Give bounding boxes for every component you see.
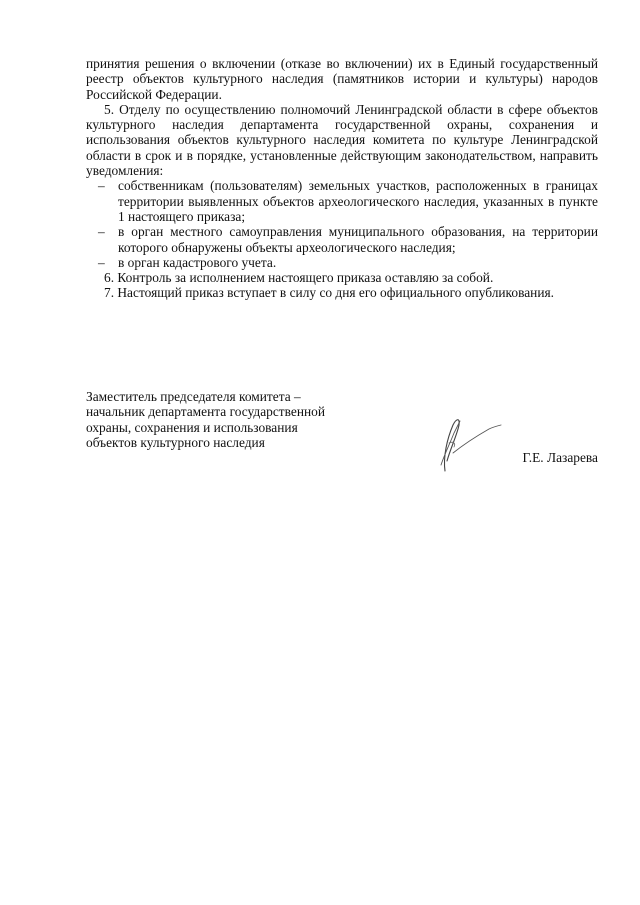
notification-list bbox=[86, 178, 598, 270]
list-item-text: в орган местного самоуправления муниципального образования, на территории которого обнаружены объекты археологического наследия; bbox=[118, 224, 598, 255]
signer-title-line: начальник департамента государственной bbox=[86, 404, 326, 420]
intro-paragraph: принятия решения о включении (отказе во включении) их в Единый государственный реестр объектов культурного наследия (памятников истории и культуры) народов Российской Федерации. bbox=[86, 56, 598, 102]
signer-title-line: объектов культурного наследия bbox=[86, 434, 265, 450]
list-item bbox=[86, 224, 598, 255]
list-item-text: в орган кадастрового учета. bbox=[118, 254, 277, 270]
list-item bbox=[86, 255, 598, 270]
signer-title-line: Заместитель председателя комитета – bbox=[86, 389, 301, 404]
item-6-paragraph: 6. Контроль за исполнением настоящего приказа оставляю за собой. bbox=[104, 270, 494, 286]
item-5-paragraph: 5. Отделу по осуществлению полномочий Ленинградской области в сфере объектов культурного наследия департамента государственной охраны, сохранения и использования объектов культурного наследия комитета по культуре Ленинградской области в срок и в порядке, установленные действующим законодательством, направить уведомления: bbox=[86, 101, 598, 179]
list-item bbox=[86, 178, 598, 224]
document-body bbox=[86, 56, 598, 301]
signature-block bbox=[86, 389, 598, 465]
handwritten-signature bbox=[423, 413, 503, 475]
dash-marker: – bbox=[98, 178, 105, 194]
signer-title bbox=[86, 389, 406, 450]
list-item-text: собственникам (пользователям) земельных участков, расположенных в границах территории выявленных объектов археологического наследия, указанных в пункте 1 настоящего приказа; bbox=[118, 178, 598, 224]
item-7-paragraph: 7. Настоящий приказ вступает в силу со дня его официального опубликования. bbox=[104, 285, 554, 301]
signer-name: Г.Е. Лазарева bbox=[522, 450, 598, 465]
dash-marker: – bbox=[98, 254, 105, 270]
signer-title-line: охраны, сохранения и использования bbox=[86, 419, 298, 435]
dash-marker: – bbox=[98, 224, 105, 240]
